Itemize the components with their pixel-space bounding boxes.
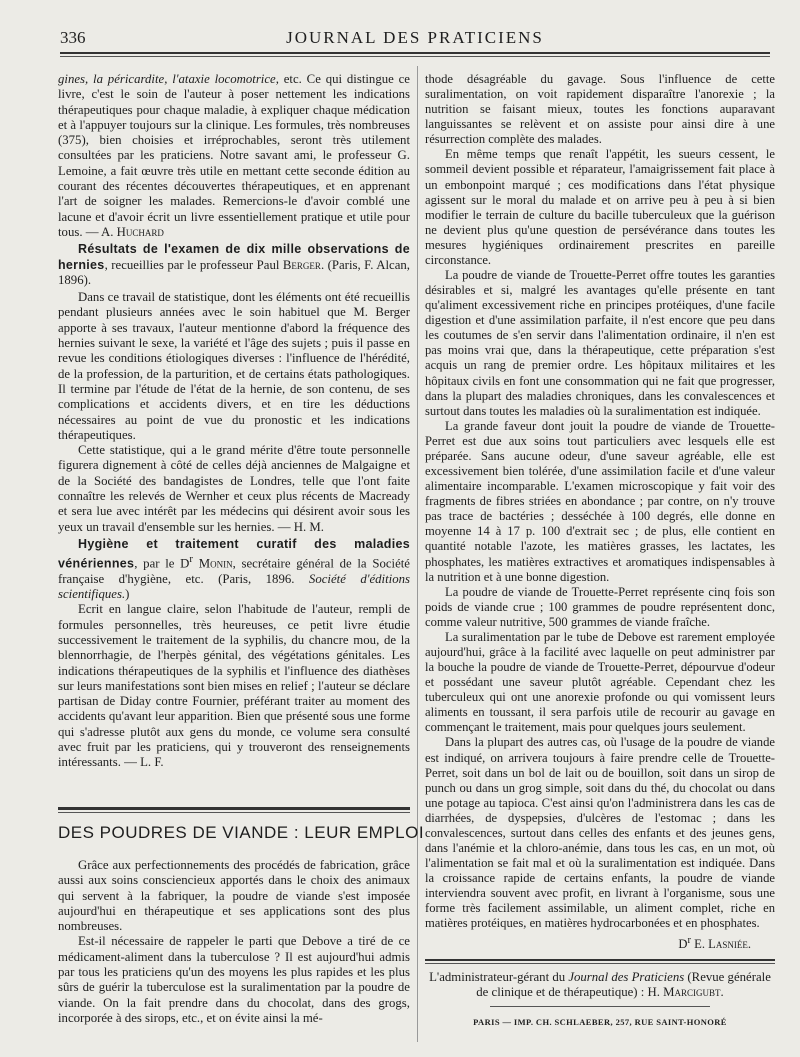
right-column — [425, 72, 775, 1030]
section-rule-thin — [58, 812, 410, 813]
left-column — [58, 72, 425, 1026]
paragraph: Dans la plupart des autres cas, où l'usage de la poudre de viande est indiqué, on arrivera toujours à faire prendre celle de Trouette-Perret, soit dans un bol de lait ou de bouillon, soit dans un sirop de punch ou dans un grog simple, soit dans du thé, du chocolat ou dans une potage au tapioca. C'est ainsi qu'on l'administrera dans les cas de diarrhées, de dyspepsies, d'ulcères de l'estomac ; dans les convalescences, surtout dans celles des enfants et des jeunes gens, dans l'anémie et la chloro-anémie, dans tous les cas, en un mot, où l'alimentation se fait mal et où la suralimentation est indiquée. Dans la croissance rapide de certains enfants, la poudre de viande interviendra souvent avec profit, en livrant à l'organisme, sous une forme très facilement assimilable, un aliment complet, riche en matières protéiques, en matières hydrocarbonées et en phosphates. — [425, 735, 775, 931]
paragraph: Est-il nécessaire de rappeler le parti que Debove a tiré de ce médicament-aliment dans la tuberculose ? Il est aujourd'hui admis par tous les praticiens qu'un des moyens les plus rapides et les plus sûrs de guérir la tuberculose est la suralimentation par la poudre de viande. On la fait prendre dans du chocolat, dans des grogs, incorporée à des sirops, etc., et on évite ainsi la mé- — [58, 934, 410, 1025]
review-veneriennes-heading: Hygiène et traitement curatif des maladies vénériennes, par le $D^r$ Monin, secrétaire général de la Société française d'hygiène, etc. (Paris, 1896. Société d'éditions scientifiques.) — [58, 536, 410, 602]
column-divider — [417, 66, 418, 1042]
paragraph: Cette statistique, qui a le grand mérite d'être toute personnelle figurera dignement à côté de celles déjà anciennes de Malgaigne et de la Société des bandagistes de Londres, telle que l'ont faite connaître les relevés de Wernher et ceux plus récents de Macready et sera lue avec intérêt par les médecins qui désirent avoir sous les yeux un travail d'ensemble sur les hernies. — H. M. — [58, 443, 410, 534]
paragraph: Ecrit en langue claire, selon l'habitude de l'auteur, rempli de formules personnelles, très heureuses, ce petit livre étudie successivement le traitement de la syphilis, du chancre mou, de la blennorrhagie, de l'herpès génital, des végétations génitales. Les indications thérapeutiques de la syphilis et l'influence des diathèses sur leurs manifestations sont bien mises en relief ; l'auteur se déclare partisan de Diday contre Fournier, préférant traiter au moment des accidents qu'avant leur apparition. Bien que présenté sous une forme qui s'adresse plutôt aux gens du monde, ce volume sera consulté avec fruit par les praticiens, qui y trouveront des renseignements intéressants. — L. F. — [58, 602, 410, 770]
paragraph: En même temps que renaît l'appétit, les sueurs cessent, le sommeil devient possible et réparateur, l'amaigrissement fait place à un embonpoint marqué ; ces modifications dans l'état physique agissent sur le moral du malade et on arrive peu à peu à si bien modifier le terrain de culture du bacille tuberculeux que la guérison ne devient plus qu'une question de persévérance dans toutes les mesures hygiéniques ordinairement prescrites en pareille circonstance. — [425, 147, 775, 267]
article-signature: $D^r$ E. Lasniée. — [678, 935, 751, 952]
paragraph: thode désagréable du gavage. Sous l'influence de cette suralimentation, on voit rapidement disparaître l'anorexie ; la nutrition se faisant mieux, toutes les fonctions auparavant languissantes se relèvent et on assiste pour ainsi dire à une résurrection complète des malades. — [425, 72, 775, 147]
review-author: Huchard — [116, 224, 164, 239]
paragraph: Dans ce travail de statistique, dont les éléments ont été recueillis pendant plusieurs années avec le soin habituel que M. Berger apporte à ses travaux, l'auteur mentionne d'abord la fréquence des hernies suivant le sexe, la variété et l'âge des sujets ; puis il passe en revue les conditions étiologiques diverses : l'influence de l'hérédité, de la profession, de la parturition, et de certains états pathologiques. Il termine par l'étude de l'état de la hernie, de son contenu, de ses complications et accidents divers, et en tire les déductions nécessaires au point de vue du pronostic et les indications thérapeutiques. — [58, 290, 410, 442]
paragraph: La grande faveur dont jouit la poudre de viande de Trouette-Perret est due aux soins tout particuliers avec lesquels elle est préparée. Sans aucune odeur, d'une saveur agréable, elle est excessivement bien tolérée, d'une assimilation facile et d'une valeur alimentaire incomparable. L'examen microscopique y fait voir des fragments de fibres striées en abondance ; par contre, on n'y trouve pas trace de bactéries ; desséchée à 100 degrés, elle donne en moyenne 14 à 17 p. 100 d'extrait sec ; de plus, elle contient en quantité notable l'azote, les matières grasses, les lactates, les phosphates, les matières extractives et aromatiques indispensables à la nutrition et à une bonne digestion. — [425, 418, 775, 584]
paragraph: La poudre de viande de Trouette-Perret offre toutes les garanties désirables et si, malgré les avantages qu'elle présente en tant qu'aliment excessivement riche en principes protéiques, d'une facile digestion et d'une assimilation parfaite, il n'est encore que peu dans les coutumes de s'en servir dans l'alimentation ordinaire, il n'en est pas moins vrai que, dans la thérapeutique, cette préparation s'est acquis un rang de premier ordre. Les hôpitaux militaires et les hôpitaux civils en font une consommation qui ne fait que progresser, dans la plupart des maladies chroniques, dans les convalescences et surtout dans toutes les maladies où la suralimentation est indiquée. — [425, 268, 775, 418]
section-title: DES POUDRES DE VIANDE : LEUR EMPLOI — [58, 822, 425, 842]
review-title: Hygiène et traitement curatif des maladies vénériennes — [58, 536, 410, 571]
administrator-notice: L'administrateur-gérant du Journal des Praticiens (Revue générale de clinique et de thérapeutique) : H. Marcigubt. — [429, 969, 771, 999]
review-hernies-heading: Résultats de l'examen de dix mille observations de hernies, recueillies par le professeur Paul Berger. (Paris, F. Alcan, 1896). — [58, 242, 410, 287]
paragraph: La poudre de viande de Trouette-Perret représente cinq fois son poids de viande crue ; 100 grammes de poudre représentent donc, comme valeur nutritive, 500 grammes de viande fraîche. — [425, 584, 775, 629]
review-continuation: gines, la péricardite, l'ataxie locomotrice, etc. Ce qui distingue ce livre, c'est le soin de l'auteur à poser nettement les indications thérapeutiques pour chaque maladie, à expliquer chaque médication et à l'appuyer toujours sur la clinique. Les formules, très nombreuses (375), bien choisies et irréprochables, seront très utilement consultées par les praticiens. Notre savant ami, le professeur G. Lemoine, a fait œuvre très utile en mettant cette seconde édition au courant des récentes découvertes thérapeutiques, et en apprenant l'art de soigner les malades. Remercions-le d'avoir comblé une lacune et d'avoir écrit un livre essentiellement pratique et utile pour tous. — A. Huchard — [58, 72, 410, 239]
footer-rule-thin — [425, 963, 775, 964]
section-rule — [58, 807, 410, 810]
paragraph: Grâce aux perfectionnements des procédés de fabrication, grâce aussi aux soins consciencieux apportés dans le choix des animaux qui servent à la fabriquer, la poudre de viande s'est imposée aujourd'hui en thérapeutique et ses applications sont des plus nombreuses. — [58, 857, 410, 934]
journal-title: JOURNAL DES PRATICIENS — [286, 28, 544, 47]
header-rule — [60, 52, 770, 54]
header-rule-thin — [60, 56, 770, 57]
page-number: 336 — [60, 28, 86, 47]
printer-line: PARIS — IMP. CH. SCHLAEBER, 257, RUE SAINT-HONORÉ — [473, 1016, 727, 1027]
paragraph: La suralimentation par le tube de Debove est rarement employée aujourd'hui, grâce à la facilité avec laquelle on peut administrer par la bouche la poudre de viande de Trouette-Perret, dépourvue d'odeur et possédant une saveur plutôt agréable. Cependant chez les tuberculeux qui ont une anorexie profonde ou qui vomissent leurs aliments en toussant, il sera parfois utile de recourir au gavage en commençant le traitement, mais pour quelques jours seulement. — [425, 629, 775, 735]
footer-rule — [425, 959, 775, 961]
page-header — [60, 28, 770, 50]
admin-rule — [490, 1006, 710, 1007]
review-title: Résultats de l'examen de dix mille observations de hernies — [58, 242, 410, 272]
